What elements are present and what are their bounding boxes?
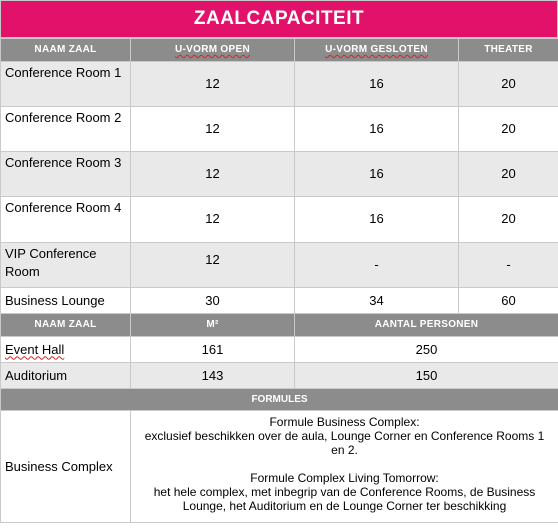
theater-value: 20 [459, 107, 558, 152]
u-open-value: 12 [131, 197, 295, 243]
formule-2-title: Formule Complex Living Tomorrow: [250, 471, 439, 485]
theater-value: 60 [459, 288, 558, 314]
table-row [1, 197, 558, 243]
theater-value: 20 [459, 152, 558, 197]
room-name: VIP Conference Room [1, 243, 131, 288]
m2-value: 143 [131, 363, 295, 389]
table-row [1, 363, 558, 389]
formule-description [131, 411, 558, 523]
col-header-u-closed: U-VORM GESLOTEN [295, 39, 459, 62]
page-title: ZAALCAPACITEIT [0, 0, 558, 38]
formule-name: Business Complex [1, 411, 131, 523]
formule-2-text: het hele complex, met inbegrip van de Conference Rooms, de Business Lounge, het Auditorium en de Lounge Corner ter beschikking [153, 485, 536, 513]
table-row [1, 152, 558, 197]
formule-1-title: Formule Business Complex: [269, 415, 420, 429]
col-header-u-open: U-VORM OPEN [131, 39, 295, 62]
room-name: Auditorium [1, 363, 131, 389]
header-row-2 [1, 314, 558, 337]
capacity-table [0, 38, 558, 523]
table-row [1, 243, 558, 288]
theater-value: - [459, 243, 558, 288]
table-row [1, 62, 558, 107]
theater-value: 20 [459, 62, 558, 107]
u-closed-value: 34 [295, 288, 459, 314]
formules-row [1, 411, 558, 523]
u-closed-value: 16 [295, 197, 459, 243]
formules-header: FORMULES [1, 389, 558, 411]
u-closed-value: 16 [295, 152, 459, 197]
u-open-value: 12 [131, 107, 295, 152]
u-open-value: 30 [131, 288, 295, 314]
room-name: Business Lounge [1, 288, 131, 314]
m2-value: 161 [131, 337, 295, 363]
col-header-name: NAAM ZAAL [1, 39, 131, 62]
room-name: Conference Room 2 [1, 107, 131, 152]
theater-value: 20 [459, 197, 558, 243]
u-closed-value: 16 [295, 62, 459, 107]
room-name: Conference Room 4 [1, 197, 131, 243]
header-row [1, 39, 558, 62]
formules-header-row [1, 389, 558, 411]
u-open-value: 12 [131, 243, 295, 288]
persons-value: 150 [295, 363, 558, 389]
u-closed-value: 16 [295, 107, 459, 152]
u-open-value: 12 [131, 152, 295, 197]
col-header-name: NAAM ZAAL [1, 314, 131, 337]
col-header-persons: AANTAL PERSONEN [295, 314, 558, 337]
room-name: Conference Room 3 [1, 152, 131, 197]
persons-value: 250 [295, 337, 558, 363]
col-header-theater: THEATER [459, 39, 558, 62]
table-row [1, 288, 558, 314]
table-row [1, 337, 558, 363]
room-name: Event Hall [1, 337, 131, 363]
formule-1-text: exclusief beschikken over de aula, Lounge Corner en Conference Rooms 1 en 2. [144, 429, 545, 457]
room-name: Conference Room 1 [1, 62, 131, 107]
u-open-value: 12 [131, 62, 295, 107]
table-row [1, 107, 558, 152]
col-header-m2: M² [131, 314, 295, 337]
u-closed-value: - [295, 243, 459, 288]
